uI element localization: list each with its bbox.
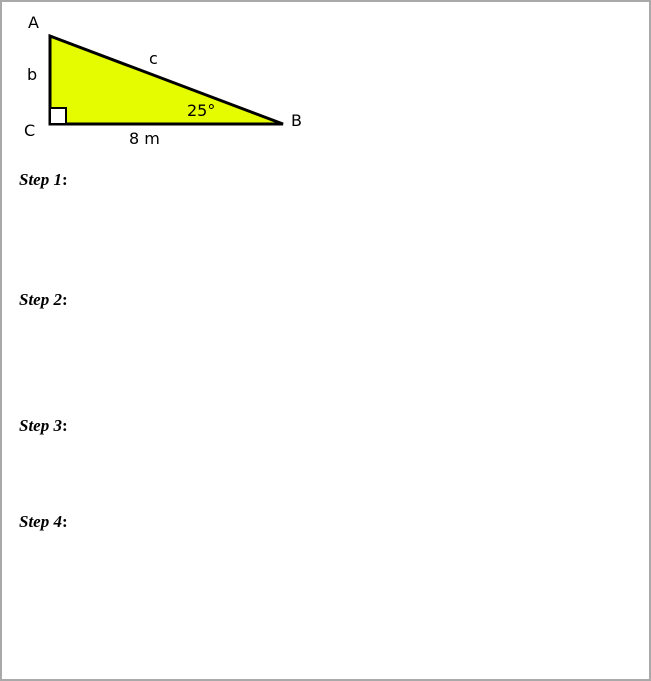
step-3-colon: : (61, 416, 68, 435)
right-angle-marker (50, 108, 66, 124)
step-2-label: Step 2 (19, 290, 62, 309)
step-1-label: Step 1 (19, 170, 62, 189)
vertex-label-b: B (291, 111, 302, 130)
step-1-prompt (19, 170, 68, 190)
step-4-label: Step 4 (19, 512, 62, 531)
step-3-prompt (19, 416, 68, 436)
right-triangle-diagram (2, 2, 322, 162)
side-label-ac: b (27, 65, 38, 84)
step-2-colon: : (61, 290, 68, 309)
step-4-prompt (19, 512, 68, 532)
angle-label-b: 25° (187, 101, 216, 120)
step-1-colon: : (61, 170, 68, 189)
step-3-label: Step 3 (19, 416, 62, 435)
vertex-label-c: C (24, 121, 36, 140)
step-2-prompt (19, 290, 68, 310)
vertex-label-a: A (28, 13, 39, 32)
side-label-ab: c (149, 49, 158, 68)
step-4-colon: : (61, 512, 68, 531)
side-label-cb: 8 m (129, 129, 160, 148)
triangle-abc (50, 36, 283, 124)
